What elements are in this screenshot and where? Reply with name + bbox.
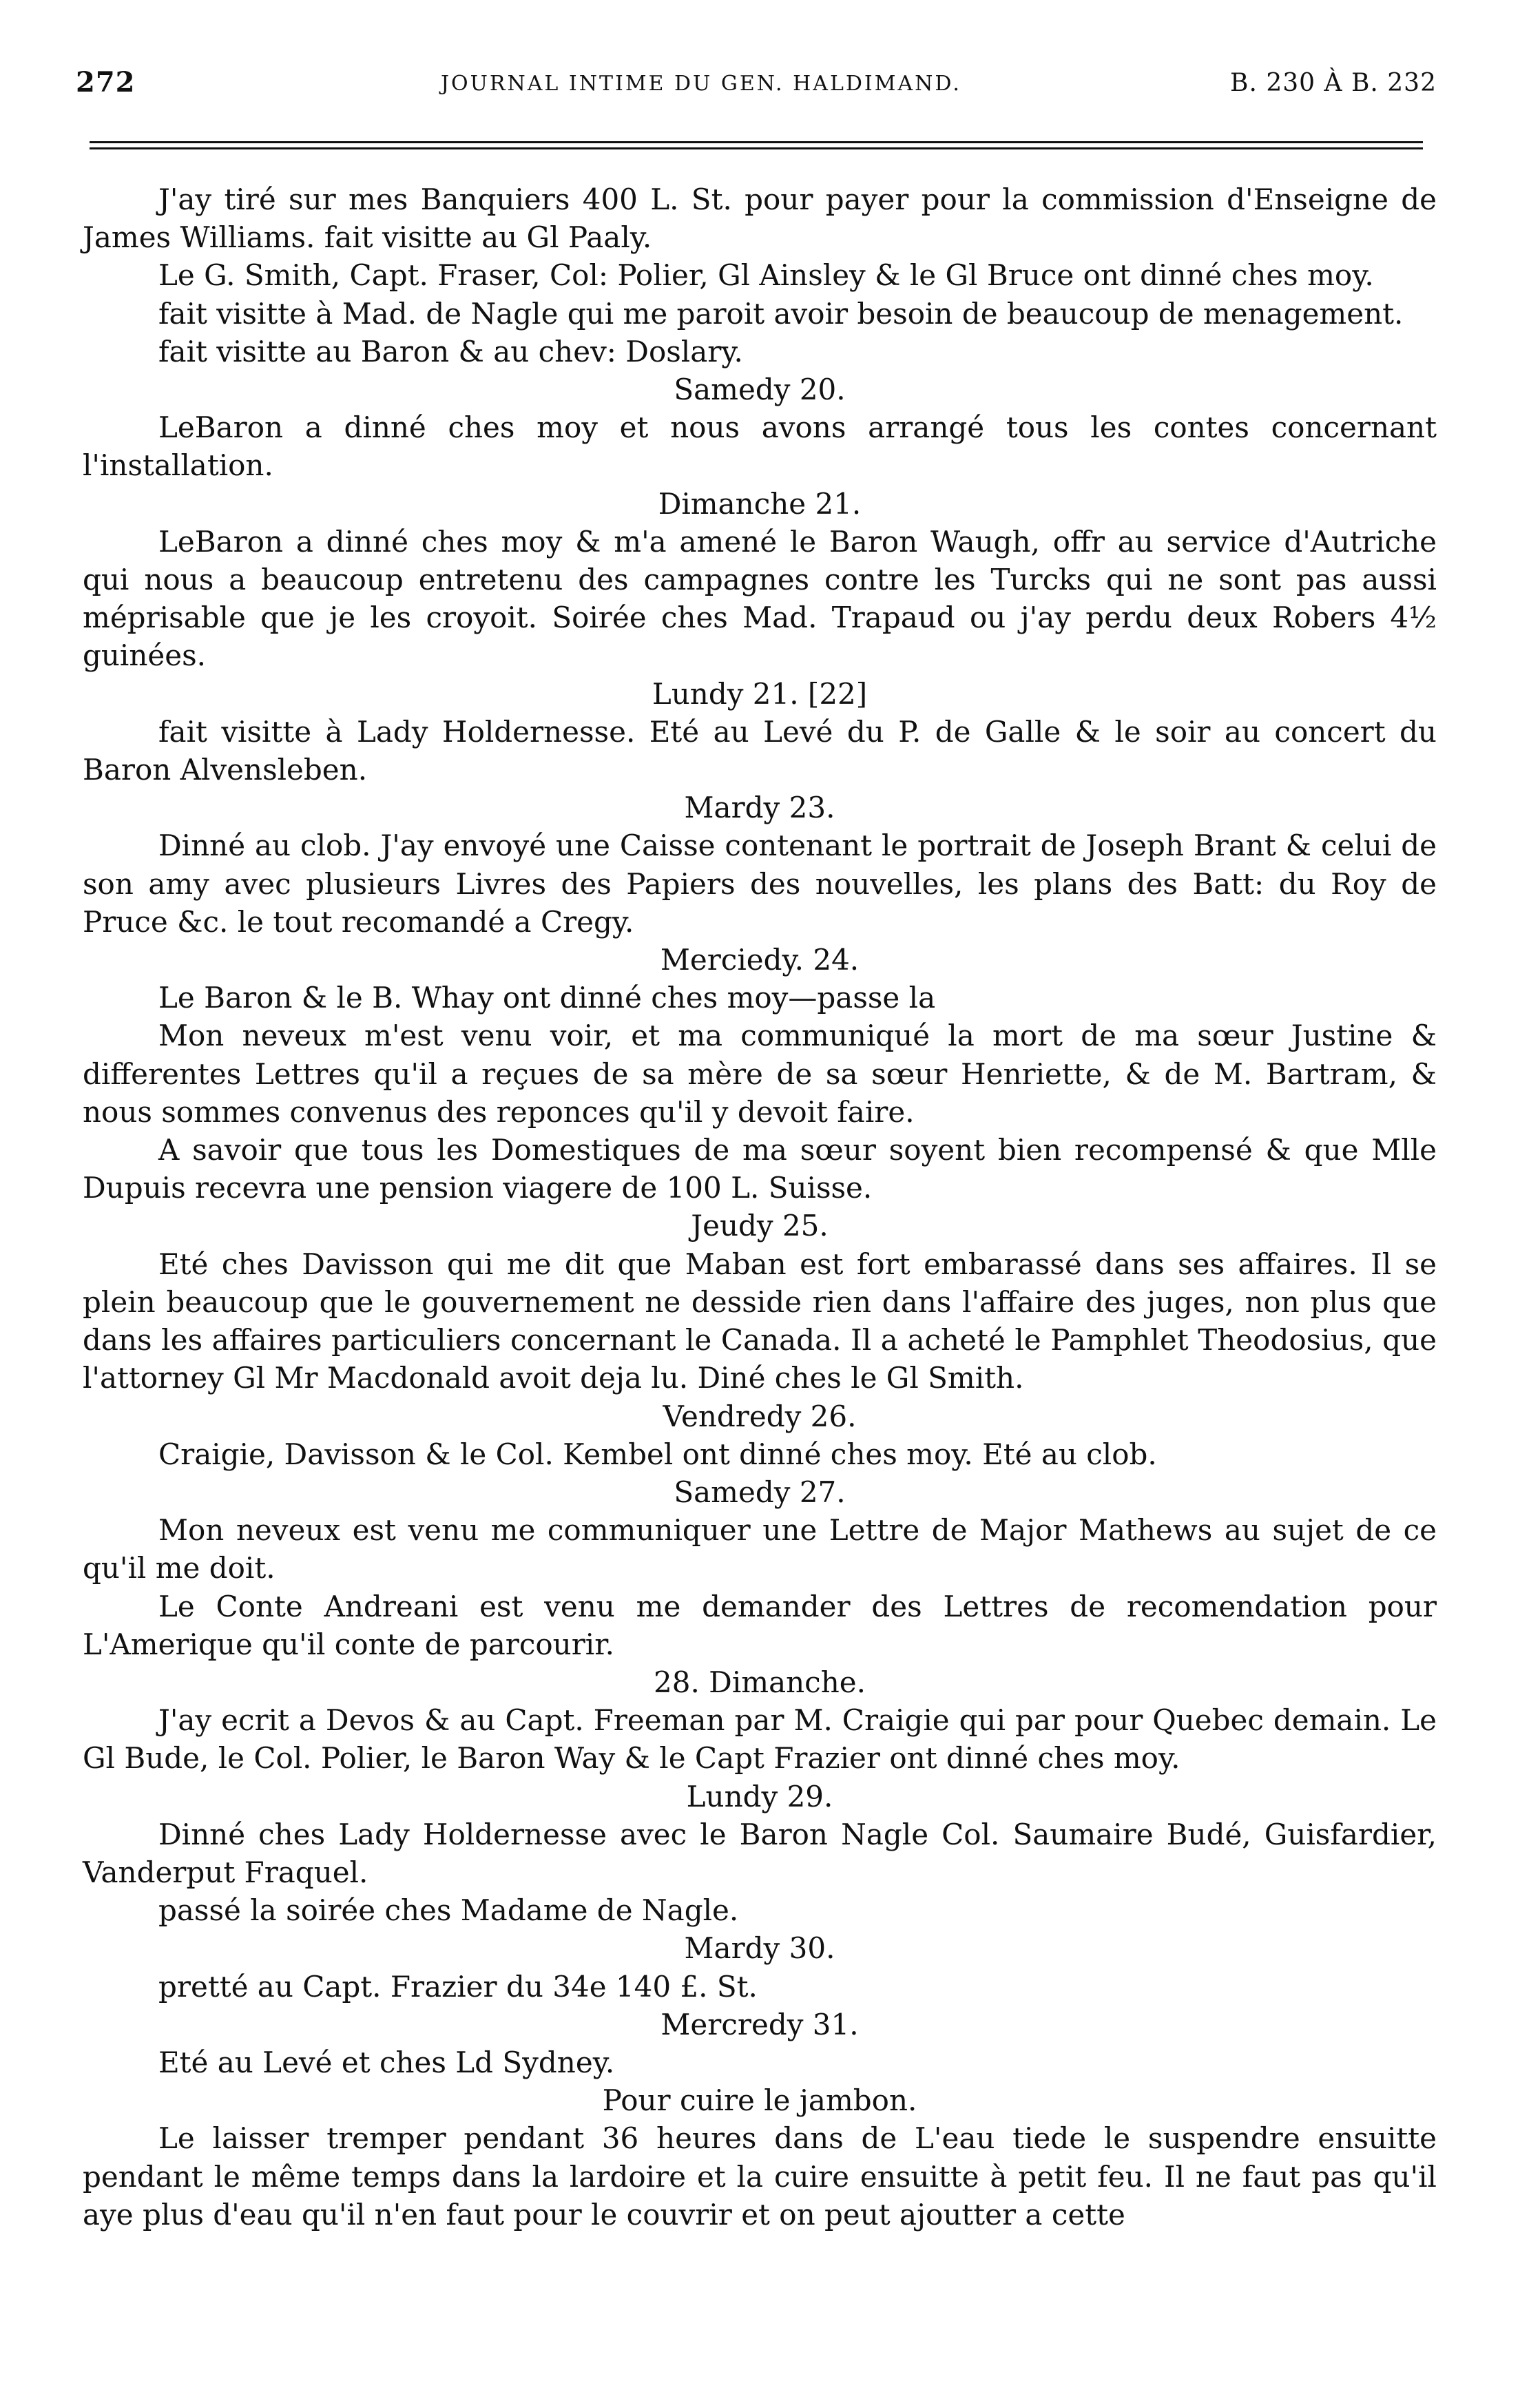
journal-paragraph: Le Baron & le B. Whay ont dinné ches moy—passe la	[158, 981, 936, 1015]
journal-paragraph: Le G. Smith, Capt. Fraser, Col: Polier, Gl Ainsley & le Gl Bruce ont dinné ches moy.	[158, 258, 1374, 293]
date-heading: Pour cuire le jambon.	[602, 2083, 917, 2118]
journal-paragraph: J'ay tiré sur mes Banquiers 400 L. St. pour payer pour la commission d'Enseigne de James Williams. fait visitte au Gl Paaly.	[83, 183, 1437, 255]
header-rule-bottom	[90, 147, 1423, 149]
journal-paragraph: pretté au Capt. Frazier du 34e 140 £. St.	[158, 1969, 758, 2004]
journal-paragraph: Dinné au clob. J'ay envoyé une Caisse contenant le portrait de Joseph Brant & celui de son amy avec plusieurs Livres des Papiers des nouvelles, les plans des Batt: du Roy de Pruce &c. le tout recomandé a Cregy.	[83, 829, 1437, 939]
journal-paragraph: Dinné ches Lady Holdernesse avec le Baron Nagle Col. Saumaire Budé, Guisfardier, Vanderput Fraquel.	[83, 1817, 1437, 1889]
journal-paragraph: Mon neveux m'est venu voir, et ma communiqué la mort de ma sœur Justine & differentes Lettres qu'il a reçues de sa mère de sa sœur Henriette, & de M. Bartram, & nous sommes convenus des reponces qu'il y devoit faire.	[83, 1019, 1437, 1129]
journal-paragraph: fait visitte à Lady Holdernesse. Eté au Levé du P. de Galle & le soir au concert du Baron Alvensleben.	[83, 714, 1437, 787]
date-heading: 28. Dimanche.	[654, 1665, 866, 1699]
document-range: B. 230 À B. 232	[1230, 69, 1437, 97]
journal-paragraph: Craigie, Davisson & le Col. Kembel ont dinné ches moy. Eté au clob.	[158, 1437, 1157, 1471]
date-heading: Jeudy 25.	[691, 1209, 829, 1243]
date-heading: Mercredy 31.	[660, 2007, 859, 2041]
running-header	[76, 66, 1437, 107]
journal-paragraph: Mon neveux est venu me communiquer une Lettre de Major Mathews au sujet de ce qu'il me doit.	[83, 1513, 1437, 1585]
date-heading: Lundy 29.	[686, 1779, 833, 1813]
date-heading: Mardy 23.	[684, 791, 835, 825]
page-number: 272	[76, 66, 136, 98]
journal-paragraph: J'ay ecrit a Devos & au Capt. Freeman par M. Craigie qui par pour Quebec demain. Le Gl Bude, le Col. Polier, le Baron Way & le Capt Frazier ont dinné ches moy.	[83, 1703, 1437, 1776]
date-heading: Dimanche 21.	[658, 486, 862, 521]
journal-paragraph: LeBaron a dinné ches moy et nous avons arrangé tous les contes concernant l'installation.	[83, 410, 1437, 483]
date-heading: Samedy 27.	[674, 1475, 846, 1509]
journal-paragraph: Le laisser tremper pendant 36 heures dans de L'eau tiede le suspendre ensuitte pendant le même temps dans la lardoire et la cuire ensuitte à petit feu. Il ne faut pas qu'il aye plus d'eau qu'il n'en faut pour le couvrir et on peut ajoutter a cette	[83, 2121, 1437, 2232]
journal-paragraph: LeBaron a dinné ches moy & m'a amené le Baron Waugh, offr au service d'Autriche qui nous a beaucoup entretenu des campagnes contre les Turcks qui ne sont pas aussi méprisable que je les croyoit. Soirée ches Mad. Trapaud ou j'ay perdu deux Robers 4½ guinées.	[83, 524, 1437, 673]
date-heading: Mardy 30.	[684, 1931, 835, 1966]
journal-paragraph: A savoir que tous les Domestiques de ma sœur soyent bien recompensé & que Mlle Dupuis recevra une pension viagere de 100 L. Suisse.	[83, 1133, 1437, 1205]
journal-body	[83, 180, 1437, 2234]
date-heading: Lundy 21. [22]	[652, 676, 868, 711]
journal-paragraph: Eté ches Davisson qui me dit que Maban est fort embarassé dans ses affaires. Il se plein beaucoup que le gouvernement ne desside rien dans l'affaire des juges, non plus que dans les affaires particuliers concernant le Canada. Il a acheté le Pamphlet Theodosius, que l'attorney Gl Mr Macdonald avoit deja lu. Diné ches le Gl Smith.	[83, 1247, 1437, 1395]
journal-paragraph: fait visitte à Mad. de Nagle qui me paroit avoir besoin de beaucoup de menagement.	[158, 296, 1404, 331]
running-title: JOURNAL INTIME DU GEN. HALDIMAND.	[441, 72, 961, 96]
journal-paragraph: fait visitte au Baron & au chev: Doslary.	[158, 334, 743, 368]
header-rule-top	[90, 141, 1423, 143]
journal-paragraph: Eté au Levé et ches Ld Sydney.	[158, 2045, 615, 2079]
journal-paragraph: Le Conte Andreani est venu me demander des Lettres de recomendation pour L'Amerique qu'il conte de parcourir.	[83, 1589, 1437, 1661]
date-heading: Merciedy. 24.	[660, 943, 860, 977]
date-heading: Vendredy 26.	[663, 1399, 857, 1433]
date-heading: Samedy 20.	[674, 373, 846, 407]
journal-paragraph: passé la soirée ches Madame de Nagle.	[158, 1893, 739, 1928]
